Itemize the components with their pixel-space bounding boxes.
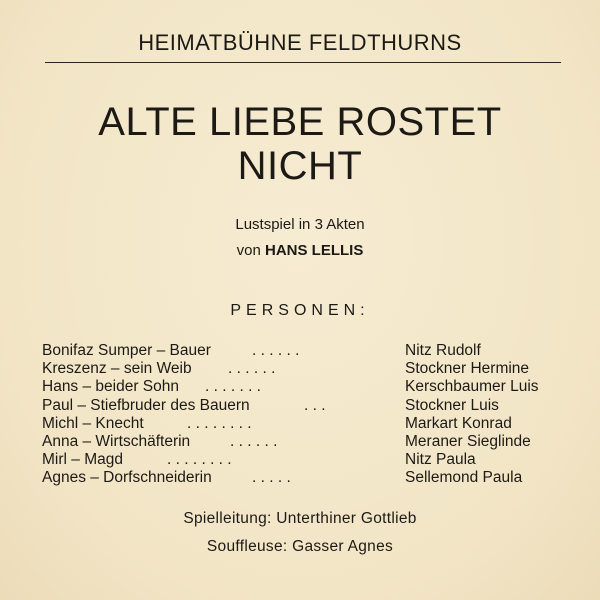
leader-dots: . . . . . . bbox=[230, 432, 278, 450]
cast-role: Agnes – Dorfschneiderin bbox=[42, 469, 212, 487]
cast-role: Paul – Stiefbruder des Bauern bbox=[42, 396, 250, 414]
prompter-credit: Souffleuse: Gasser Agnes bbox=[206, 538, 394, 555]
author-name: HANS LELLIS bbox=[265, 242, 364, 259]
cast-actor: Stockner Luis bbox=[405, 396, 499, 414]
play-subtitle: Lustspiel in 3 Akten bbox=[235, 216, 365, 233]
cast-row bbox=[42, 433, 562, 451]
cast-row bbox=[42, 397, 562, 415]
author-line bbox=[0, 242, 600, 259]
cast-actor: Nitz Rudolf bbox=[405, 342, 481, 359]
cast-actor: Sellemond Paula bbox=[405, 469, 523, 487]
cast-role: Michl – Knecht bbox=[42, 414, 144, 432]
cast-row bbox=[42, 342, 562, 360]
play-title bbox=[0, 100, 600, 188]
leader-dots: . . . . . . bbox=[228, 360, 276, 378]
cast-list bbox=[42, 342, 562, 488]
cast-actor: Markart Konrad bbox=[405, 414, 512, 432]
cast-role: Bonifaz Sumper – Bauer bbox=[42, 342, 211, 359]
cast-row bbox=[42, 360, 562, 378]
cast-actor: Meraner Sieglinde bbox=[405, 432, 531, 450]
leader-dots: . . . . . . . bbox=[205, 378, 261, 396]
header-divider bbox=[45, 62, 561, 63]
cast-role: Anna – Wirtschäfterin bbox=[42, 432, 191, 450]
leader-dots: . . . bbox=[304, 396, 326, 414]
cast-row bbox=[42, 378, 562, 396]
leader-dots: . . . . . bbox=[252, 469, 291, 487]
cast-row bbox=[42, 451, 562, 469]
director-credit: Spielleitung: Unterthiner Gottlieb bbox=[183, 510, 417, 527]
leader-dots: . . . . . . bbox=[252, 342, 300, 359]
cast-row bbox=[42, 415, 562, 433]
author-prefix: von bbox=[236, 242, 261, 259]
cast-actor: Nitz Paula bbox=[405, 451, 476, 469]
cast-role: Kreszenz – sein Weib bbox=[42, 360, 192, 378]
theater-name: HEIMATBÜHNE FELDTHURNS bbox=[138, 30, 462, 55]
cast-actor: Kerschbaumer Luis bbox=[405, 378, 539, 396]
cast-role: Mirl – Magd bbox=[42, 451, 123, 469]
cast-heading: PERSONEN: bbox=[230, 302, 370, 319]
cast-row bbox=[42, 469, 562, 487]
play-title-line-2: NICHT bbox=[237, 144, 363, 188]
leader-dots: . . . . . . . . bbox=[167, 451, 232, 469]
cast-actor: Stockner Hermine bbox=[405, 360, 530, 378]
leader-dots: . . . . . . . . bbox=[187, 414, 252, 432]
play-title-line-1: ALTE LIEBE ROSTET bbox=[98, 100, 502, 144]
cast-role: Hans – beider Sohn bbox=[42, 378, 180, 396]
